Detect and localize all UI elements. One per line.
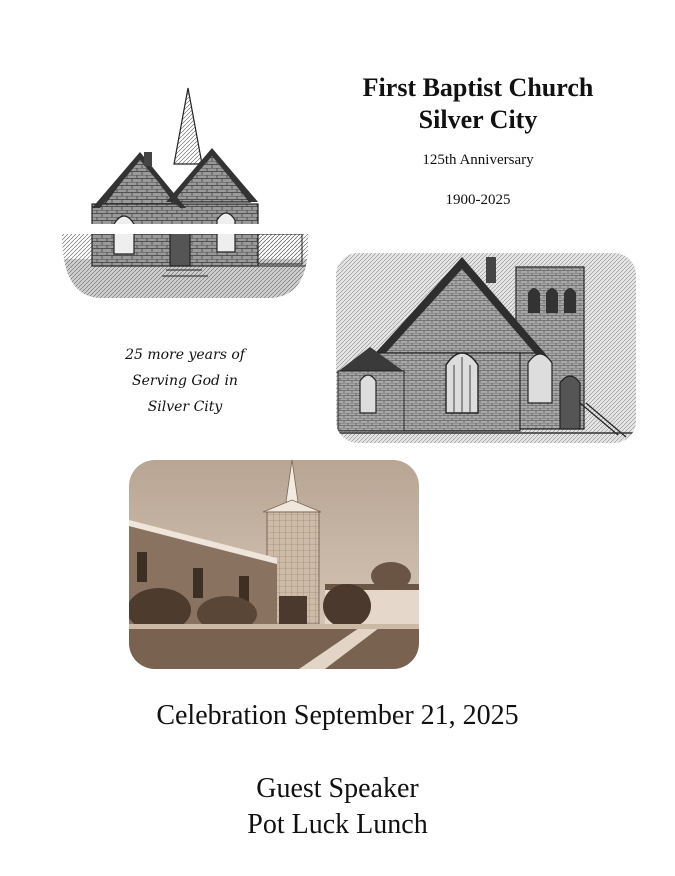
title-line-1: First Baptist Church xyxy=(362,73,594,102)
tagline-line-2: Serving God in xyxy=(132,373,238,389)
current-church-photo xyxy=(129,460,419,669)
event-details xyxy=(0,771,675,843)
tagline-line-1: 25 more years of xyxy=(125,347,245,363)
original-church-sketch xyxy=(62,84,308,298)
pot-luck-lunch: Pot Luck Lunch xyxy=(247,809,428,840)
tagline xyxy=(110,342,260,420)
second-church-sketch xyxy=(336,253,636,443)
title-line-2: Silver City xyxy=(418,105,538,134)
tagline-line-3: Silver City xyxy=(147,399,223,415)
church-title xyxy=(340,72,616,136)
celebration-date: Celebration September 21, 2025 xyxy=(156,700,519,731)
years-range: 1900-2025 xyxy=(445,192,511,208)
anniversary-label: 125th Anniversary xyxy=(422,152,534,168)
guest-speaker: Guest Speaker xyxy=(256,773,419,804)
